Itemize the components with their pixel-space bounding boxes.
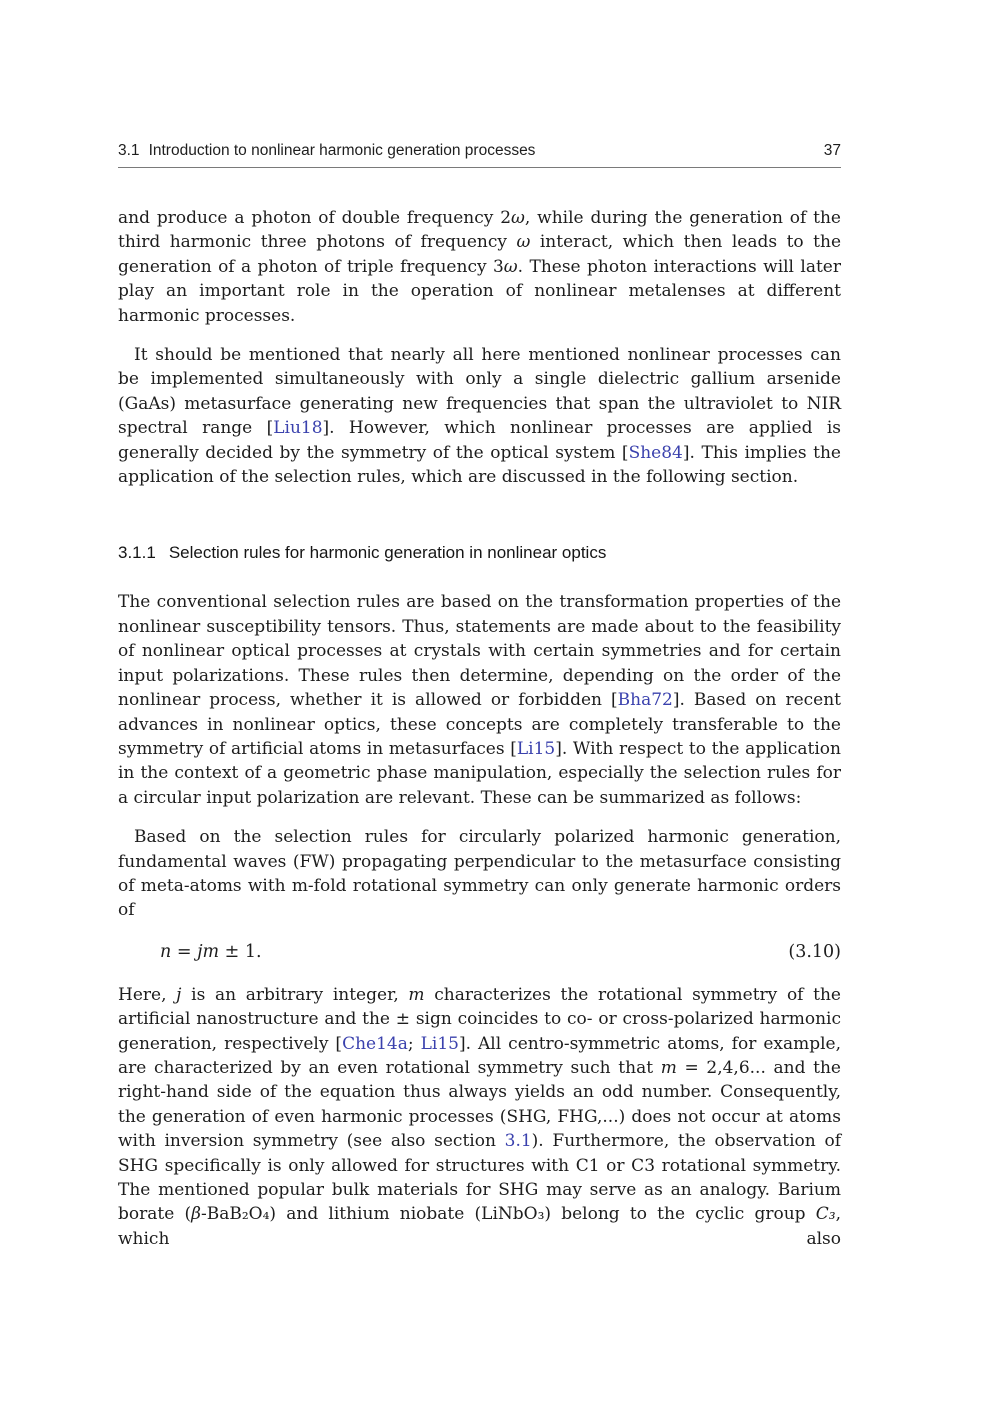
equation-body <box>118 942 262 962</box>
text-segment: ]. This implies the application of the selection rules, which are discussed in the following section. <box>118 442 841 488</box>
subsection-number: 3.1.1 <box>118 543 156 563</box>
equation-3-10 <box>118 942 841 962</box>
text-segment: ). Furthermore, the observation of SHG specifically is only allowed for structures with C1 or C3 rotational symmetry. The mentioned popular bulk materials for SHG may serve as an analogy. Barium borate ( <box>118 1131 841 1225</box>
citation-link[interactable]: She84 <box>628 442 683 463</box>
running-header-title <box>118 142 535 160</box>
text-segment: ; <box>407 1033 421 1054</box>
text-segment: and produce a photon of double frequency 2 <box>118 208 512 228</box>
paragraph-4 <box>118 825 841 923</box>
text-segment: ω <box>511 208 525 228</box>
text-block <box>118 142 841 1266</box>
running-header <box>118 142 841 168</box>
equation-number: (3.10) <box>788 941 841 962</box>
text-segment: ]. Based on recent advances in nonlinear optics, these concepts are completely transferable to the symmetry of artificial atoms in metasurfaces [ <box>118 690 841 759</box>
citation-link[interactable]: 3.1 <box>504 1131 532 1152</box>
text-segment: ]. With respect to the application in the context of a geometric phase manipulation, especially the selection rules for a circular input polarization are relevant. These can be summarized as follows: <box>118 738 841 808</box>
text-segment: ]. All centro-symmetric atoms, for example, are characterized by an even rotational symmetry such that <box>118 1033 842 1078</box>
text-segment: characterizes the rotational symmetry of the artificial nanostructure and the ± sign coincides to co- or cross-polarized harmonic generation, respectively [ <box>118 984 841 1054</box>
text-segment: ± 1. <box>219 941 262 962</box>
text-segment: , which also <box>118 1204 841 1249</box>
text-segment: = 2,4,6... and the right-hand side of the equation thus always yields an odd number. Consequently, the generation of even harmonic processes (SHG, FHG,...) does not occur at atoms with inversion symmetry (see also section <box>118 1057 841 1152</box>
text-segment: C₃ <box>815 1204 836 1225</box>
text-segment: ω <box>516 232 531 253</box>
text-segment: jm <box>197 941 220 962</box>
section-number: 3.1 <box>118 142 140 159</box>
citation-link[interactable]: Che14a <box>342 1033 408 1054</box>
text-segment: interact, which then leads to the generation of a photon of triple frequency 3 <box>118 232 841 277</box>
text-segment: n <box>160 941 172 962</box>
text-segment: The conventional selection rules are based on the transformation properties of the nonlinear susceptibility tensors. Thus, statements are made about to the feasibility of nonlinear optical processes at crystals with certain symmetries and for certain input polarizations. These rules then determine, depending on the order of the nonlinear process, whether it is allowed or forbidden [ <box>118 592 841 711</box>
text-segment: ω <box>503 256 518 277</box>
paragraph-5 <box>118 983 841 1251</box>
text-segment: . These photon interactions will later play an important role in the operation of nonlinear metalenses at different harmonic processes. <box>118 256 841 326</box>
subsection-title: Selection rules for harmonic generation in nonlinear optics <box>168 543 607 563</box>
paragraph-2 <box>118 343 841 489</box>
text-segment: m <box>660 1057 677 1078</box>
text-segment: m <box>408 984 425 1005</box>
page-number: 37 <box>823 142 841 159</box>
paragraph-1 <box>118 206 841 328</box>
section-title: Introduction to nonlinear harmonic generation processes <box>148 142 536 159</box>
citation-link[interactable]: Liu18 <box>273 418 323 439</box>
citation-link[interactable]: Li15 <box>516 738 556 759</box>
text-segment: is an arbitrary integer, <box>181 984 409 1005</box>
text-segment: , while during the generation of the third harmonic three photons of frequency <box>118 208 841 253</box>
text-segment: It should be mentioned that nearly all here mentioned nonlinear processes can be implemented simultaneously with only a single dielectric gallium arsenide (GaAs) metasurface generating new frequencies that span the ultraviolet to NIR spectral range [ <box>118 345 841 439</box>
text-segment: ]. However, which nonlinear processes are applied is generally decided by the symmetry of the optical system [ <box>118 418 841 463</box>
text-segment: j <box>176 984 182 1005</box>
text-segment: = <box>171 941 198 962</box>
text-segment: Based on the selection rules for circularly polarized harmonic generation, fundamental waves (FW) propagating perpendicular to the metasurface consisting of meta-atoms with m-fold rotational symmetry can only generate harmonic orders of <box>118 827 841 921</box>
paragraph-3 <box>118 590 841 810</box>
text-segment: Here, <box>118 984 177 1005</box>
citation-link[interactable]: Li15 <box>420 1033 459 1054</box>
text-segment: β <box>191 1204 201 1225</box>
text-segment: -BaB₂O₄) and lithium niobate (LiNbO₃) belong to the cyclic group <box>200 1204 816 1225</box>
citation-link[interactable]: Bha72 <box>617 690 673 711</box>
subsection-heading <box>118 543 841 563</box>
